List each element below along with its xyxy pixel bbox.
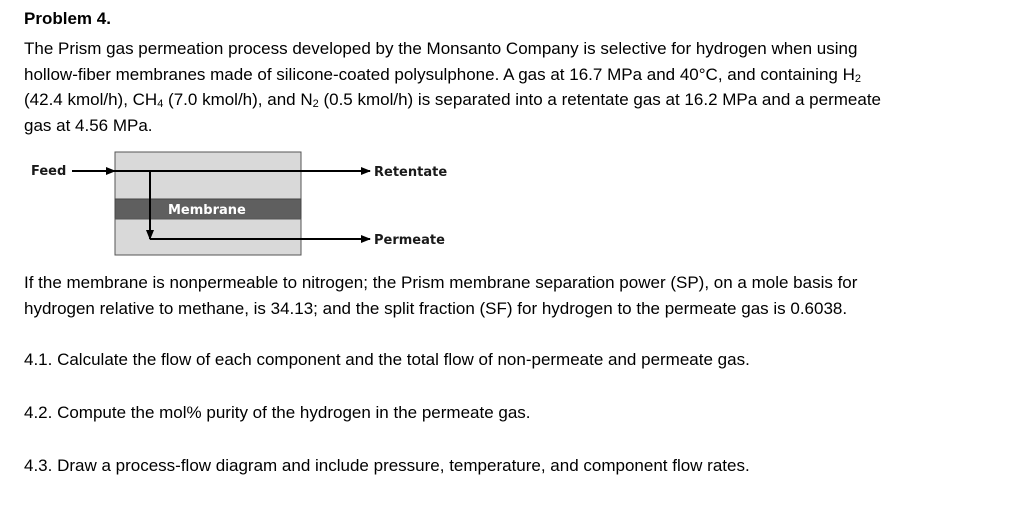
permeate-label: Permeate: [374, 233, 445, 248]
intro-line-3: [24, 87, 1009, 113]
feed-label: Feed: [31, 164, 67, 179]
intro-line-3-b: (7.0 kmol/h), and N: [163, 90, 313, 109]
retentate-label: Retentate: [374, 165, 448, 180]
intro-line-4: gas at 4.56 MPa.: [24, 115, 153, 135]
conditions-line-1: If the membrane is nonpermeable to nitrogen; the Prism membrane separation power (SP), on a mole basis for: [24, 273, 858, 292]
question-4-3: 4.3. Draw a process-flow diagram and include pressure, temperature, and component flow rates.: [24, 456, 750, 475]
intro-line-2: [24, 62, 1009, 88]
intro-line-3-c: (0.5 kmol/h) is separated into a retentate gas at 16.2 MPa and a permeate: [318, 90, 882, 109]
intro-paragraph: [24, 36, 1009, 138]
intro-line-3-a: (42.4 kmol/h), CH: [24, 90, 158, 109]
membrane-label: Membrane: [168, 203, 246, 218]
n2-subscript: 2: [312, 98, 319, 110]
question-4-1: 4.1. Calculate the flow of each component and the total flow of non-permeate and permeate gas.: [24, 350, 750, 369]
membrane-diagram: [20, 150, 460, 260]
ch4-subscript: 4: [157, 98, 164, 110]
question-4-2: 4.2. Compute the mol% purity of the hydrogen in the permeate gas.: [24, 403, 531, 422]
permeate-chamber: [115, 219, 301, 255]
retentate-chamber: [115, 152, 301, 199]
intro-line-2-text: hollow-fiber membranes made of silicone-coated polysulphone. A gas at 16.7 MPa and 40°C, and containing H: [24, 64, 855, 84]
conditions-paragraph: [24, 270, 1009, 321]
intro-line-1: The Prism gas permeation process developed by the Monsanto Company is selective for hydrogen when using: [24, 39, 858, 58]
conditions-line-2: hydrogen relative to methane, is 34.13; and the split fraction (SF) for hydrogen to the permeate gas is 0.6038.: [24, 298, 848, 318]
h2-subscript: 2: [854, 72, 861, 85]
problem-title: Problem 4.: [24, 9, 111, 28]
